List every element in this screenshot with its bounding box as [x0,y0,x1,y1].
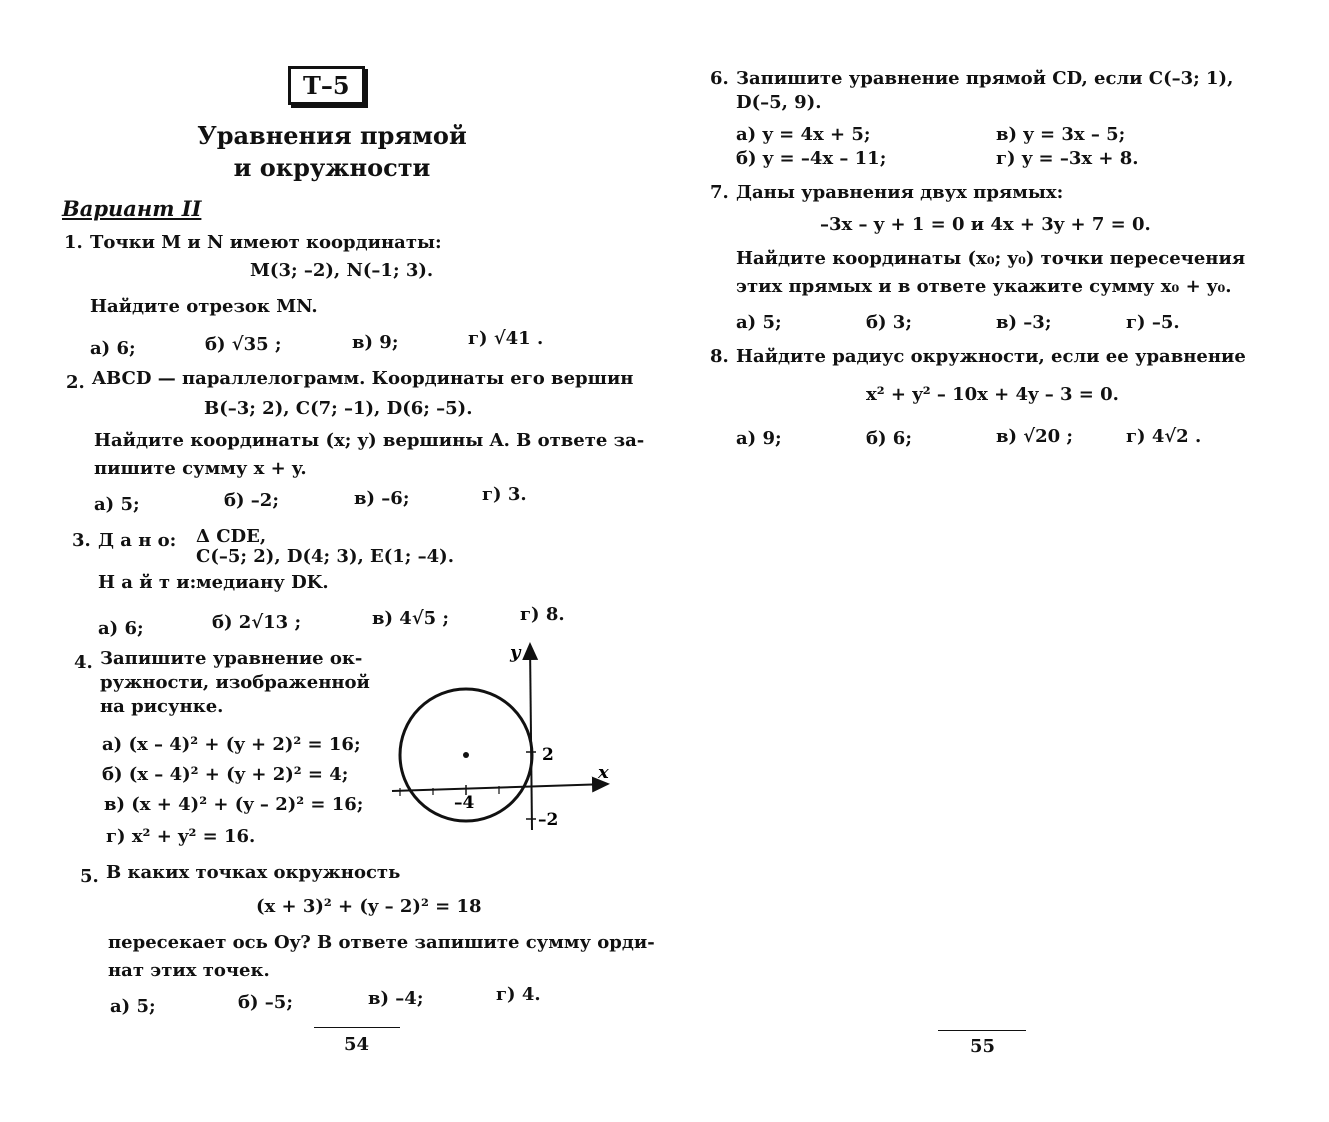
title-line-2: и окружности [233,153,431,182]
q5-text: В каких точках окружность [106,862,401,883]
q4-text-line-3: на рисунке. [100,696,224,717]
q5-equation: (x + 3)² + (y – 2)² = 18 [256,896,482,917]
q2-ask-line-2: пишите сумму x + y. [94,458,307,479]
q6-option-c: в) y = 3x – 5; [996,124,1126,145]
q3-given-label: Д а н о: [98,530,177,551]
tick-label-neg2: –2 [538,810,559,830]
q7-option-c: в) –3; [996,312,1052,333]
q5-number: 5. [80,866,99,887]
left-page [0,0,664,1122]
q3-option-d: г) 8. [520,604,565,625]
q6-option-d: г) y = –3x + 8. [996,148,1139,169]
y-axis-label: y [510,642,521,663]
q2-number: 2. [66,372,85,393]
circle-center-point [463,752,469,758]
x-axis-label: x [598,762,609,783]
q6-text-line-2: D(–5, 9). [736,92,822,113]
q6-text-line-1: Запишите уравнение прямой CD, если C(–3; 1), [736,68,1234,89]
q3-option-b: б) 2√13 ; [212,612,302,633]
q8-option-c: в) √20 ; [996,426,1074,447]
q8-equation: x² + y² – 10x + 4y – 3 = 0. [866,384,1119,405]
q4-text-line-2: ружности, изображенной [100,672,370,693]
q3-find-text: медиану DK. [196,572,329,593]
q3-option-a: а) 6; [98,618,144,639]
q4-text-line-1: Запишите уравнение ок- [100,648,363,669]
q7-ask-line-1: Найдите координаты (x₀; y₀) точки пересечения [736,248,1246,269]
q8-option-d: г) 4√2 . [1126,426,1202,447]
q8-option-a: а) 9; [736,428,782,449]
q2-ask-line-1: Найдите координаты (x; y) вершины A. В ответе за- [94,430,645,451]
q2-option-c: в) –6; [354,488,410,509]
q2-option-d: г) 3. [482,484,527,505]
page-number-left: 54 [344,1034,370,1055]
q1-option-a: а) 6; [90,338,136,359]
q8-option-b: б) 6; [866,428,912,449]
q6-option-a: а) y = 4x + 5; [736,124,871,145]
q7-number: 7. [710,182,729,203]
q1-number: 1. [64,232,83,253]
q5-ask-line-2: нат этих точек. [108,960,270,981]
page-number-right: 55 [970,1036,996,1057]
q8-text: Найдите радиус окружности, если ее уравнение [736,346,1246,367]
q5-option-d: г) 4. [496,984,541,1005]
q5-option-c: в) –4; [368,988,424,1009]
q2-option-a: а) 5; [94,494,140,515]
q5-option-a: а) 5; [110,996,156,1017]
q1-text: Точки M и N имеют координаты: [90,232,442,253]
q3-find-label: Н а й т и: [98,572,197,593]
q7-option-a: а) 5; [736,312,782,333]
x-axis [392,784,608,791]
variant-heading: Вариант II [62,196,202,221]
q4-option-a: а) (x – 4)² + (y + 2)² = 16; [102,734,361,755]
test-code-badge: Т–5 [288,66,365,105]
q4-number: 4. [74,652,93,673]
q4-circle-figure [380,634,630,844]
title-line-1: Уравнения прямой [197,121,467,150]
q7-option-b: б) 3; [866,312,912,333]
q4-option-d: г) x² + y² = 16. [106,826,256,847]
q7-ask-line-2: этих прямых и в ответе укажите сумму x₀ + y₀. [736,276,1232,297]
q2-text: ABCD — параллелограмм. Координаты его вершин [92,368,634,389]
q7-text: Даны уравнения двух прямых: [736,182,1064,203]
q6-option-b: б) y = –4x – 11; [736,148,887,169]
page-title [142,120,522,184]
page-rule-right [938,1030,1026,1031]
tick-label-2: 2 [542,745,554,765]
q3-option-c: в) 4√5 ; [372,608,450,629]
q1-option-d: г) √41 . [468,328,544,349]
q2-option-b: б) –2; [224,490,279,511]
q5-ask-line-1: пересекает ось Oy? В ответе запишите сумму орди- [108,932,655,953]
q3-number: 3. [72,530,91,551]
q6-number: 6. [710,68,729,89]
q1-option-c: в) 9; [352,332,399,353]
q1-given: M(3; –2), N(–1; 3). [250,260,434,281]
q4-option-c: в) (x + 4)² + (y – 2)² = 16; [104,794,364,815]
q1-ask: Найдите отрезок MN. [90,296,318,317]
q8-number: 8. [710,346,729,367]
q3-given-line-1: Δ CDE, [196,526,267,547]
q7-option-d: г) –5. [1126,312,1180,333]
q2-given: B(–3; 2), C(7; –1), D(6; –5). [204,398,473,419]
tick-label-neg4: –4 [454,793,475,813]
page-rule-left [314,1027,400,1028]
q7-equations: –3x – y + 1 = 0 и 4x + 3y + 7 = 0. [820,214,1151,235]
q5-option-b: б) –5; [238,992,293,1013]
q3-given-line-2: C(–5; 2), D(4; 3), E(1; –4). [196,546,454,567]
right-page [664,0,1329,1122]
q4-option-b: б) (x – 4)² + (y + 2)² = 4; [102,764,349,785]
q1-option-b: б) √35 ; [205,334,282,355]
